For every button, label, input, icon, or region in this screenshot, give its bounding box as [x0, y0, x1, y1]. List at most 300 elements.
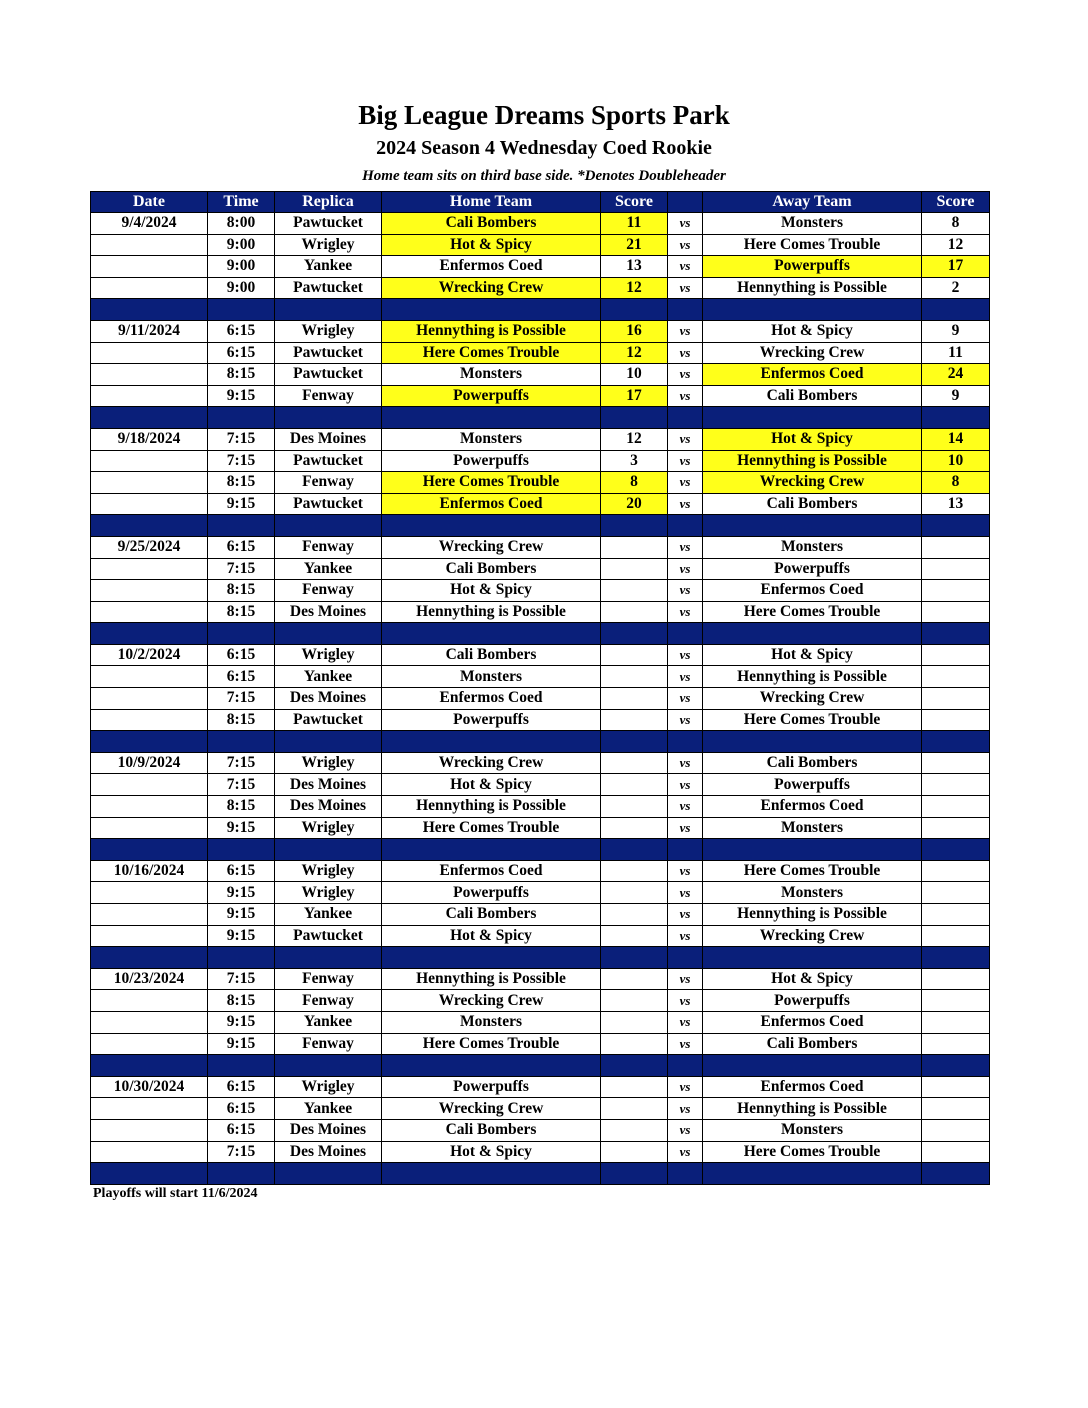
separator-cell [91, 839, 208, 861]
away-score-cell [922, 558, 990, 580]
home-score-cell [601, 1141, 668, 1163]
away-score-cell [922, 882, 990, 904]
away-team-cell: Powerpuffs [703, 256, 922, 278]
date-cell [91, 472, 208, 494]
schedule-body [91, 213, 990, 1185]
table-row [91, 1098, 990, 1120]
vs-cell: vs [668, 644, 703, 666]
home-score-cell [601, 1011, 668, 1033]
date-cell [91, 666, 208, 688]
home-team-cell: Monsters [382, 1011, 601, 1033]
separator-cell [275, 515, 382, 537]
home-score-cell [601, 580, 668, 602]
vs-cell: vs [668, 1119, 703, 1141]
time-cell: 7:15 [208, 1141, 275, 1163]
home-team-cell: Wrecking Crew [382, 277, 601, 299]
time-cell: 9:15 [208, 882, 275, 904]
separator-cell [275, 839, 382, 861]
away-score-cell [922, 709, 990, 731]
separator-cell [703, 1055, 922, 1077]
time-cell: 8:15 [208, 580, 275, 602]
separator-cell [208, 947, 275, 969]
date-cell [91, 774, 208, 796]
away-score-cell [922, 752, 990, 774]
date-cell [91, 601, 208, 623]
replica-cell: Wrigley [275, 644, 382, 666]
home-score-cell [601, 968, 668, 990]
away-score-cell [922, 1119, 990, 1141]
vs-cell: vs [668, 234, 703, 256]
separator-cell [275, 407, 382, 429]
away-team-cell: Wrecking Crew [703, 925, 922, 947]
col-header-date: Date [91, 192, 208, 213]
time-cell: 9:15 [208, 904, 275, 926]
home-team-cell: Enfermos Coed [382, 256, 601, 278]
separator-cell [922, 515, 990, 537]
away-team-cell: Here Comes Trouble [703, 234, 922, 256]
vs-cell: vs [668, 1011, 703, 1033]
time-cell: 8:15 [208, 709, 275, 731]
home-team-cell: Hot & Spicy [382, 774, 601, 796]
replica-cell: Pawtucket [275, 364, 382, 386]
replica-cell: Pawtucket [275, 709, 382, 731]
away-score-cell [922, 688, 990, 710]
replica-cell: Pawtucket [275, 277, 382, 299]
table-row [91, 990, 990, 1012]
separator-cell [382, 731, 601, 753]
vs-cell: vs [668, 1098, 703, 1120]
vs-cell: vs [668, 493, 703, 515]
home-team-cell: Enfermos Coed [382, 860, 601, 882]
separator-cell [922, 623, 990, 645]
replica-cell: Wrigley [275, 817, 382, 839]
time-cell: 6:15 [208, 1098, 275, 1120]
col-header-home-score: Score [601, 192, 668, 213]
separator-cell [703, 731, 922, 753]
vs-cell: vs [668, 558, 703, 580]
away-score-cell: 24 [922, 364, 990, 386]
away-score-cell [922, 968, 990, 990]
time-cell: 6:15 [208, 342, 275, 364]
away-team-cell: Powerpuffs [703, 558, 922, 580]
time-cell: 6:15 [208, 536, 275, 558]
away-team-cell: Wrecking Crew [703, 342, 922, 364]
home-team-cell: Wrecking Crew [382, 990, 601, 1012]
time-cell: 7:15 [208, 752, 275, 774]
away-score-cell [922, 990, 990, 1012]
table-row [91, 752, 990, 774]
home-team-cell: Powerpuffs [382, 882, 601, 904]
vs-cell: vs [668, 688, 703, 710]
home-team-cell: Hot & Spicy [382, 580, 601, 602]
separator-cell [382, 1163, 601, 1185]
date-cell [91, 904, 208, 926]
separator-cell [668, 947, 703, 969]
separator-cell [91, 407, 208, 429]
home-team-cell: Hennything is Possible [382, 796, 601, 818]
separator-cell [208, 1163, 275, 1185]
vs-cell: vs [668, 342, 703, 364]
time-cell: 9:15 [208, 817, 275, 839]
table-row [91, 860, 990, 882]
separator-cell [601, 731, 668, 753]
away-score-cell: 9 [922, 320, 990, 342]
week-separator-row [91, 1055, 990, 1077]
time-cell: 6:15 [208, 1119, 275, 1141]
home-score-cell [601, 1119, 668, 1141]
time-cell: 8:15 [208, 472, 275, 494]
away-team-cell: Hennything is Possible [703, 904, 922, 926]
vs-cell: vs [668, 752, 703, 774]
replica-cell: Fenway [275, 968, 382, 990]
home-team-cell: Here Comes Trouble [382, 342, 601, 364]
away-team-cell: Here Comes Trouble [703, 601, 922, 623]
time-cell: 6:15 [208, 860, 275, 882]
away-score-cell [922, 817, 990, 839]
separator-cell [668, 299, 703, 321]
date-cell [91, 817, 208, 839]
home-team-cell: Monsters [382, 428, 601, 450]
replica-cell: Wrigley [275, 1076, 382, 1098]
home-score-cell: 8 [601, 472, 668, 494]
separator-cell [922, 731, 990, 753]
week-separator-row [91, 731, 990, 753]
separator-cell [668, 623, 703, 645]
separator-cell [208, 623, 275, 645]
week-separator-row [91, 623, 990, 645]
replica-cell: Yankee [275, 256, 382, 278]
date-cell [91, 1033, 208, 1055]
date-cell [91, 1141, 208, 1163]
replica-cell: Fenway [275, 1033, 382, 1055]
home-score-cell [601, 796, 668, 818]
away-team-cell: Hennything is Possible [703, 666, 922, 688]
home-team-cell: Hot & Spicy [382, 1141, 601, 1163]
away-score-cell [922, 1033, 990, 1055]
vs-cell: vs [668, 320, 703, 342]
date-cell [91, 450, 208, 472]
col-header-away-team: Away Team [703, 192, 922, 213]
date-cell [91, 882, 208, 904]
away-score-cell: 2 [922, 277, 990, 299]
separator-cell [382, 299, 601, 321]
home-team-cell: Enfermos Coed [382, 493, 601, 515]
separator-cell [703, 407, 922, 429]
home-team-cell: Hennything is Possible [382, 601, 601, 623]
replica-cell: Fenway [275, 580, 382, 602]
separator-cell [91, 731, 208, 753]
table-row [91, 1033, 990, 1055]
separator-cell [91, 1055, 208, 1077]
vs-cell: vs [668, 256, 703, 278]
time-cell: 9:00 [208, 277, 275, 299]
away-score-cell [922, 774, 990, 796]
home-score-cell [601, 774, 668, 796]
home-team-cell: Powerpuffs [382, 1076, 601, 1098]
separator-cell [922, 299, 990, 321]
schedule-note: Home team sits on third base side. *Denotes Doubleheader [362, 168, 726, 184]
table-row [91, 1011, 990, 1033]
away-team-cell: Powerpuffs [703, 990, 922, 1012]
home-team-cell: Hennything is Possible [382, 320, 601, 342]
away-score-cell: 17 [922, 256, 990, 278]
table-row [91, 342, 990, 364]
away-score-cell [922, 796, 990, 818]
time-cell: 9:15 [208, 385, 275, 407]
home-team-cell: Powerpuffs [382, 450, 601, 472]
table-row [91, 774, 990, 796]
separator-cell [208, 1055, 275, 1077]
replica-cell: Fenway [275, 385, 382, 407]
away-team-cell: Hennything is Possible [703, 277, 922, 299]
separator-cell [601, 947, 668, 969]
away-team-cell: Enfermos Coed [703, 1076, 922, 1098]
date-cell [91, 342, 208, 364]
separator-cell [601, 1163, 668, 1185]
home-team-cell: Enfermos Coed [382, 688, 601, 710]
home-score-cell [601, 1076, 668, 1098]
time-cell: 9:00 [208, 256, 275, 278]
vs-cell: vs [668, 213, 703, 235]
date-cell [91, 925, 208, 947]
page-title: Big League Dreams Sports Park [358, 100, 730, 130]
time-cell: 9:15 [208, 1033, 275, 1055]
time-cell: 8:15 [208, 364, 275, 386]
table-row [91, 1119, 990, 1141]
col-header-away-score: Score [922, 192, 990, 213]
home-score-cell [601, 882, 668, 904]
vs-cell: vs [668, 774, 703, 796]
separator-cell [208, 299, 275, 321]
separator-cell [208, 407, 275, 429]
away-team-cell: Hot & Spicy [703, 644, 922, 666]
time-cell: 7:15 [208, 450, 275, 472]
time-cell: 6:15 [208, 666, 275, 688]
replica-cell: Pawtucket [275, 925, 382, 947]
table-row [91, 320, 990, 342]
vs-cell: vs [668, 860, 703, 882]
separator-cell [922, 947, 990, 969]
date-cell [91, 580, 208, 602]
away-score-cell [922, 1076, 990, 1098]
separator-cell [275, 947, 382, 969]
home-score-cell [601, 860, 668, 882]
vs-cell: vs [668, 904, 703, 926]
date-cell [91, 558, 208, 580]
vs-cell: vs [668, 601, 703, 623]
home-team-cell: Cali Bombers [382, 904, 601, 926]
date-cell [91, 364, 208, 386]
separator-cell [208, 839, 275, 861]
separator-cell [382, 839, 601, 861]
home-score-cell: 12 [601, 428, 668, 450]
home-score-cell: 11 [601, 213, 668, 235]
away-team-cell: Hot & Spicy [703, 968, 922, 990]
home-team-cell: Wrecking Crew [382, 536, 601, 558]
table-row [91, 536, 990, 558]
vs-cell: vs [668, 968, 703, 990]
date-cell [91, 688, 208, 710]
vs-cell: vs [668, 385, 703, 407]
home-score-cell: 12 [601, 277, 668, 299]
separator-cell [382, 623, 601, 645]
away-team-cell: Cali Bombers [703, 493, 922, 515]
vs-cell: vs [668, 817, 703, 839]
table-row [91, 601, 990, 623]
separator-cell [382, 407, 601, 429]
date-cell [91, 1011, 208, 1033]
home-score-cell: 3 [601, 450, 668, 472]
replica-cell: Wrigley [275, 882, 382, 904]
vs-cell: vs [668, 709, 703, 731]
date-cell [91, 709, 208, 731]
time-cell: 7:15 [208, 688, 275, 710]
away-team-cell: Monsters [703, 213, 922, 235]
away-team-cell: Cali Bombers [703, 1033, 922, 1055]
separator-cell [91, 299, 208, 321]
table-row [91, 213, 990, 235]
away-score-cell: 12 [922, 234, 990, 256]
away-score-cell: 9 [922, 385, 990, 407]
table-row [91, 580, 990, 602]
separator-cell [275, 1055, 382, 1077]
replica-cell: Fenway [275, 990, 382, 1012]
away-team-cell: Enfermos Coed [703, 364, 922, 386]
replica-cell: Des Moines [275, 601, 382, 623]
away-team-cell: Wrecking Crew [703, 472, 922, 494]
home-team-cell: Cali Bombers [382, 213, 601, 235]
separator-cell [208, 731, 275, 753]
replica-cell: Yankee [275, 558, 382, 580]
date-cell [91, 493, 208, 515]
table-row [91, 428, 990, 450]
home-team-cell: Wrecking Crew [382, 1098, 601, 1120]
replica-cell: Des Moines [275, 688, 382, 710]
replica-cell: Des Moines [275, 1141, 382, 1163]
separator-cell [382, 947, 601, 969]
vs-cell: vs [668, 1076, 703, 1098]
home-score-cell [601, 709, 668, 731]
separator-cell [91, 515, 208, 537]
away-score-cell [922, 580, 990, 602]
replica-cell: Pawtucket [275, 450, 382, 472]
vs-cell: vs [668, 1141, 703, 1163]
week-separator-row [91, 947, 990, 969]
table-row [91, 817, 990, 839]
vs-cell: vs [668, 796, 703, 818]
separator-cell [668, 839, 703, 861]
home-score-cell: 20 [601, 493, 668, 515]
away-score-cell: 10 [922, 450, 990, 472]
playoffs-note: Playoffs will start 11/6/2024 [93, 1186, 258, 1201]
away-score-cell: 8 [922, 213, 990, 235]
away-score-cell [922, 1098, 990, 1120]
date-cell [91, 277, 208, 299]
home-team-cell: Powerpuffs [382, 385, 601, 407]
home-team-cell: Cali Bombers [382, 644, 601, 666]
away-team-cell: Enfermos Coed [703, 1011, 922, 1033]
replica-cell: Fenway [275, 472, 382, 494]
home-team-cell: Cali Bombers [382, 558, 601, 580]
schedule-table [90, 191, 990, 1185]
home-score-cell: 16 [601, 320, 668, 342]
date-cell [91, 256, 208, 278]
separator-cell [668, 407, 703, 429]
away-team-cell: Enfermos Coed [703, 796, 922, 818]
replica-cell: Fenway [275, 536, 382, 558]
away-team-cell: Cali Bombers [703, 752, 922, 774]
home-team-cell: Hot & Spicy [382, 925, 601, 947]
separator-cell [91, 623, 208, 645]
home-score-cell [601, 644, 668, 666]
table-row [91, 709, 990, 731]
date-cell [91, 385, 208, 407]
date-cell [91, 234, 208, 256]
separator-cell [601, 299, 668, 321]
separator-cell [703, 947, 922, 969]
table-row [91, 256, 990, 278]
week-separator-row [91, 515, 990, 537]
away-score-cell [922, 666, 990, 688]
away-score-cell [922, 860, 990, 882]
home-score-cell [601, 904, 668, 926]
table-row [91, 277, 990, 299]
separator-cell [703, 515, 922, 537]
separator-cell [668, 731, 703, 753]
replica-cell: Des Moines [275, 1119, 382, 1141]
home-score-cell [601, 1098, 668, 1120]
table-row [91, 450, 990, 472]
vs-cell: vs [668, 580, 703, 602]
away-score-cell [922, 601, 990, 623]
separator-cell [208, 515, 275, 537]
time-cell: 8:00 [208, 213, 275, 235]
vs-cell: vs [668, 990, 703, 1012]
separator-cell [668, 1163, 703, 1185]
table-row [91, 1141, 990, 1163]
home-score-cell: 12 [601, 342, 668, 364]
time-cell: 7:15 [208, 428, 275, 450]
separator-cell [601, 515, 668, 537]
away-team-cell: Here Comes Trouble [703, 1141, 922, 1163]
home-score-cell [601, 666, 668, 688]
page-subtitle: 2024 Season 4 Wednesday Coed Rookie [376, 137, 712, 159]
col-header-home-team: Home Team [382, 192, 601, 213]
time-cell: 9:00 [208, 234, 275, 256]
time-cell: 7:15 [208, 558, 275, 580]
separator-cell [91, 1163, 208, 1185]
home-team-cell: Monsters [382, 364, 601, 386]
home-score-cell [601, 990, 668, 1012]
time-cell: 8:15 [208, 796, 275, 818]
home-team-cell: Powerpuffs [382, 709, 601, 731]
away-score-cell: 14 [922, 428, 990, 450]
replica-cell: Yankee [275, 666, 382, 688]
home-score-cell [601, 817, 668, 839]
date-cell [91, 1119, 208, 1141]
date-cell [91, 1098, 208, 1120]
table-row [91, 644, 990, 666]
replica-cell: Des Moines [275, 428, 382, 450]
date-cell [91, 990, 208, 1012]
vs-cell: vs [668, 364, 703, 386]
time-cell: 7:15 [208, 968, 275, 990]
home-score-cell: 21 [601, 234, 668, 256]
home-score-cell [601, 752, 668, 774]
replica-cell: Yankee [275, 1098, 382, 1120]
date-cell: 9/11/2024 [91, 320, 208, 342]
away-score-cell [922, 536, 990, 558]
